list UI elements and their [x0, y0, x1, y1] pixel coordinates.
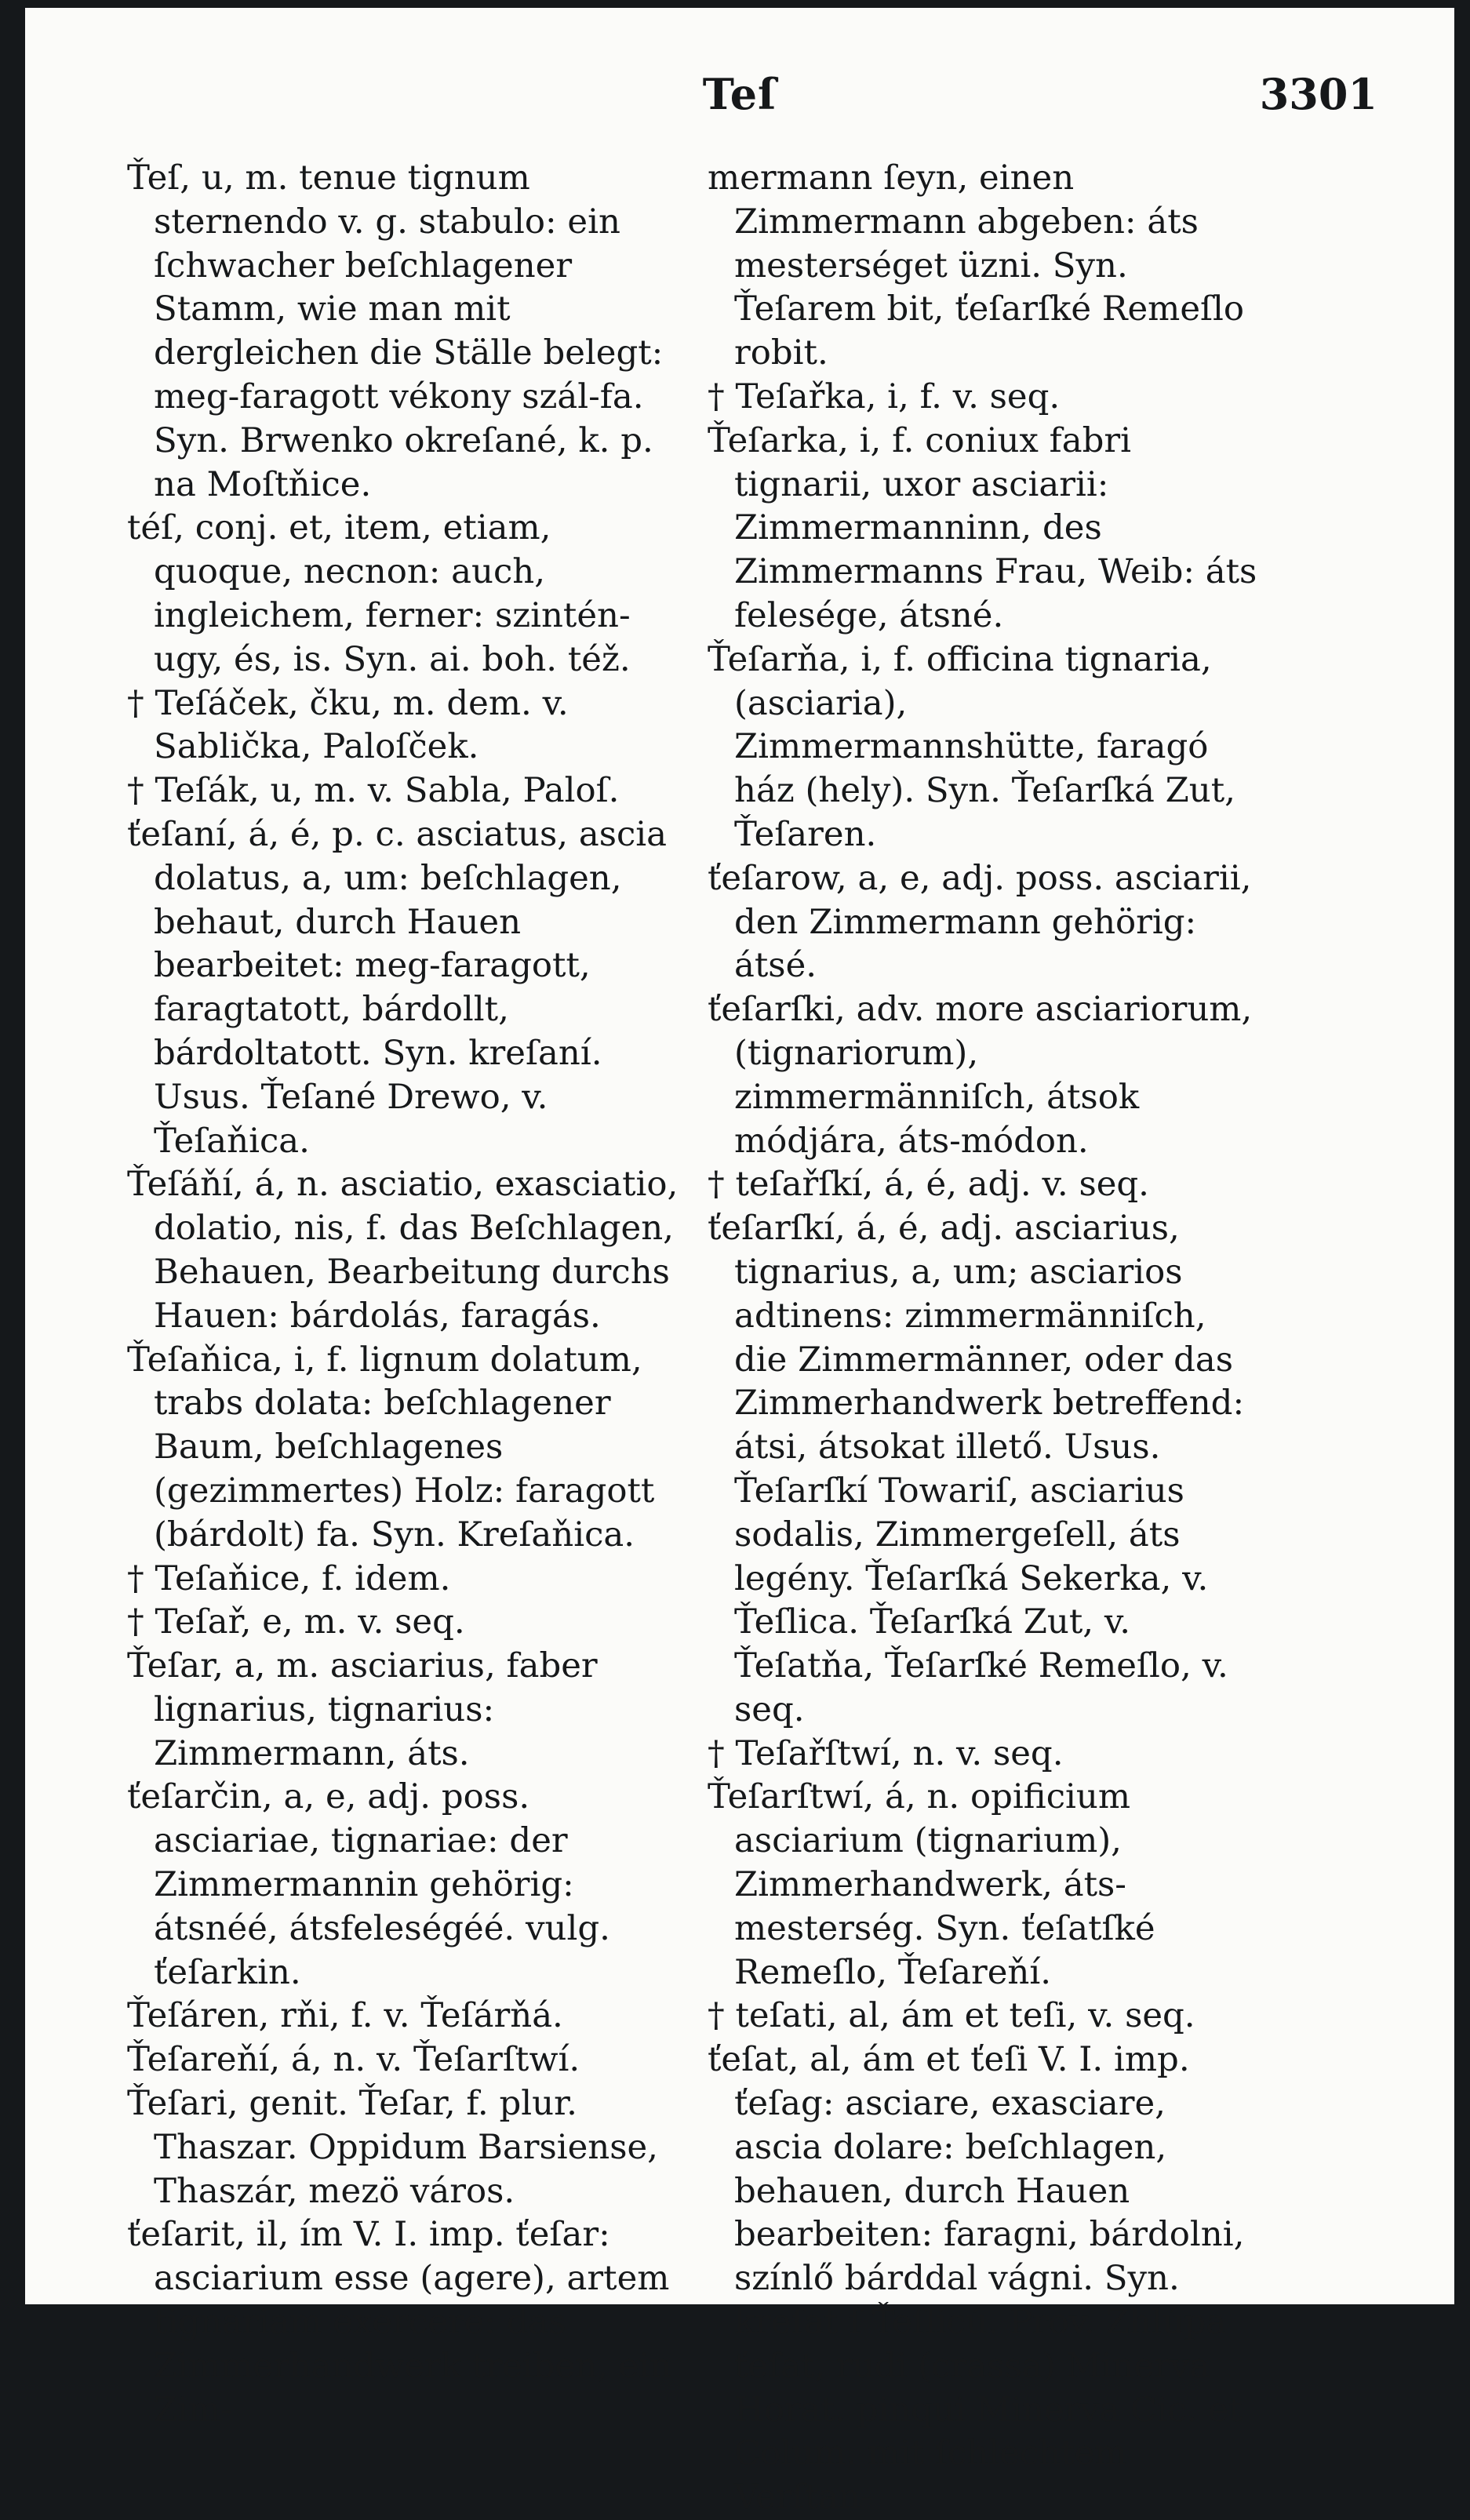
dictionary-entry: † Teſař, e, m. v. seq.: [127, 1602, 465, 1642]
dictionary-entry: ťeſarit, il, ím V. I. imp. ťeſar: asciarium esse (agere), artem tignariam exercere: das Zimmerhandwerk treiben, ein Zim-: [127, 2215, 672, 2430]
dictionary-entry: Ťeſáňí, á, n. asciatio, exasciatio, dolatio, nis, f. das Beſchlagen, Behauen, Bearbeitung durchs Hauen: bárdolás, faragás.: [127, 1165, 679, 1336]
right-column: [708, 157, 1261, 2520]
dictionary-entry: † Teſařka, i, f. v. seq.: [708, 376, 1061, 416]
dictionary-entry: Ťeſari, genit. Ťeſar, f. plur. Thaszar. Oppidum Barsiense, Thaszár, mezö város.: [127, 2084, 658, 2211]
dictionary-entry: † Teſáček, čku, m. dem. v. Sablička, Paloſček.: [127, 683, 569, 767]
dictionary-entry: Ťeſar, a, m. asciarius, faber lignarius, tignarius: Zimmermann, áts.: [127, 1646, 598, 1773]
page-number: 3301: [1259, 69, 1377, 119]
dictionary-entry: ťeſarſki, adv. more asciariorum, (tignariorum), zimmermänniſch, átsok módjára, áts-módon.: [708, 990, 1253, 1161]
dictionary-entry: † Teſák, u, m. v. Sabla, Paloſ.: [127, 771, 620, 811]
dictionary-entry: ťeſaní, á, é, p. c. asciatus, ascia dolatus, a, um: beſchlagen, behaut, durch Hauen bearbeitet: meg-faragott, faragtatott, bárdollt, bárdoltatott. Syn. kreſaní. Usus. Ťeſané Drewo, v. Ťeſaňica.: [127, 814, 668, 1161]
page-header: [25, 69, 1454, 132]
dictionary-entry: † teſati, al, ám et teſi, v. seq.: [708, 1996, 1195, 2036]
dictionary-entry-continued: mermann ſeyn, einen Zimmermann abgeben: áts mesterséget üzni. Syn. Ťeſarem bit, ťeſarſké Remeſlo robit.: [708, 158, 1245, 373]
dictionary-entry: Ťeſarſtwí, á, n. opificium asciarium (tignarium), Zimmerhandwerk, áts-mesterség. Syn. ťeſatſké Remeſlo, Ťeſareňí.: [708, 1777, 1155, 1992]
dictionary-entry: Ťeſareňí, á, n. v. Ťeſarſtwí.: [127, 2040, 580, 2080]
dictionary-page: [25, 8, 1454, 2518]
dictionary-entry: Ťeſ, u, m. tenue tignum sternendo v. g. stabulo: ein ſchwacher beſchlagener Stamm, wie man mit dergleichen die Ställe belegt: meg-faragott vékony szál-fa. Syn. Brwenko okreſané, k. p. na Moſtňice.: [127, 158, 664, 504]
dictionary-entry: ťeſarſkí, á, é, adj. asciarius, tignarius, a, um; asciarios adtinens: zimmermänniſch, die Zimmermänner, oder das Zimmerhandwerk betreffend: átsi, átsokat illető. Usus. Ťeſarſkí Towariſ, asciarius sodalis, Zimmergeſell, áts legény. Ťeſarſká Sekerka, v. Ťeſlica. Ťeſarſká Zut, v. Ťeſatňa, Ťeſarſké Remeſlo, v. seq.: [708, 1209, 1245, 1729]
dictionary-entry: ťeſarow, a, e, adj. poss. asciarii, den Zimmermann gehörig: átsé.: [708, 858, 1252, 986]
running-head: Teſ: [702, 69, 777, 119]
dictionary-entry: † teſařſkí, á, é, adj. v. seq.: [708, 1165, 1149, 1205]
dictionary-entry: ťeſat, al, ám et ťeſi V. I. imp. ťeſag: asciare, exasciare, ascia dolare: beſchlagen, behauen, durch Hauen bearbeiten: faragni, bárdolni, színlő bárddal vágni. Syn. kreſat ſ Ťeſlicú. Prov. Zhlúpa ťeſat, rudi (crassa) Minerva Horat. pinqui Minerva Cic. et Colum. mit ſchlechtem Verſtan-: [708, 2040, 1245, 2518]
dictionary-entry: † Teſařſtwí, n. v. seq.: [708, 1733, 1064, 1773]
dictionary-entry: Ťeſarňa, i, f. officina tignaria, (asciaria), Zimmermannshütte, faragó ház (hely). Syn. Ťeſarſká Zut, Ťeſaren.: [708, 639, 1235, 854]
dictionary-entry: ťeſarčin, a, e, adj. poss. asciariae, tignariae: der Zimmermannin gehörig: átsnéé, átsfeleségéé. vulg. ťeſarkin.: [127, 1777, 610, 1992]
dictionary-entry: † Teſaňice, f. idem.: [127, 1558, 451, 1598]
left-column: [127, 157, 680, 2432]
dictionary-entry: Ťeſaňica, i, f. lignum dolatum, trabs dolata: beſchlagener Baum, beſchlagenes (gezimmertes) Holz: faragott (bárdolt) fa. Syn. Kreſaňica.: [127, 1340, 655, 1555]
dictionary-entry: téſ, conj. et, item, etiam, quoque, necnon: auch, ingleichem, ferner: szintén-ugy, és, is. Syn. ai. boh. též.: [127, 508, 631, 679]
dictionary-entry: Ťeſarka, i, f. coniux fabri tignarii, uxor asciarii: Zimmermanninn, des Zimmermanns Frau, Weib: áts felesége, átsné.: [708, 420, 1257, 635]
dictionary-entry: Ťeſáren, rňi, f. v. Ťeſárňá.: [127, 1996, 563, 2036]
